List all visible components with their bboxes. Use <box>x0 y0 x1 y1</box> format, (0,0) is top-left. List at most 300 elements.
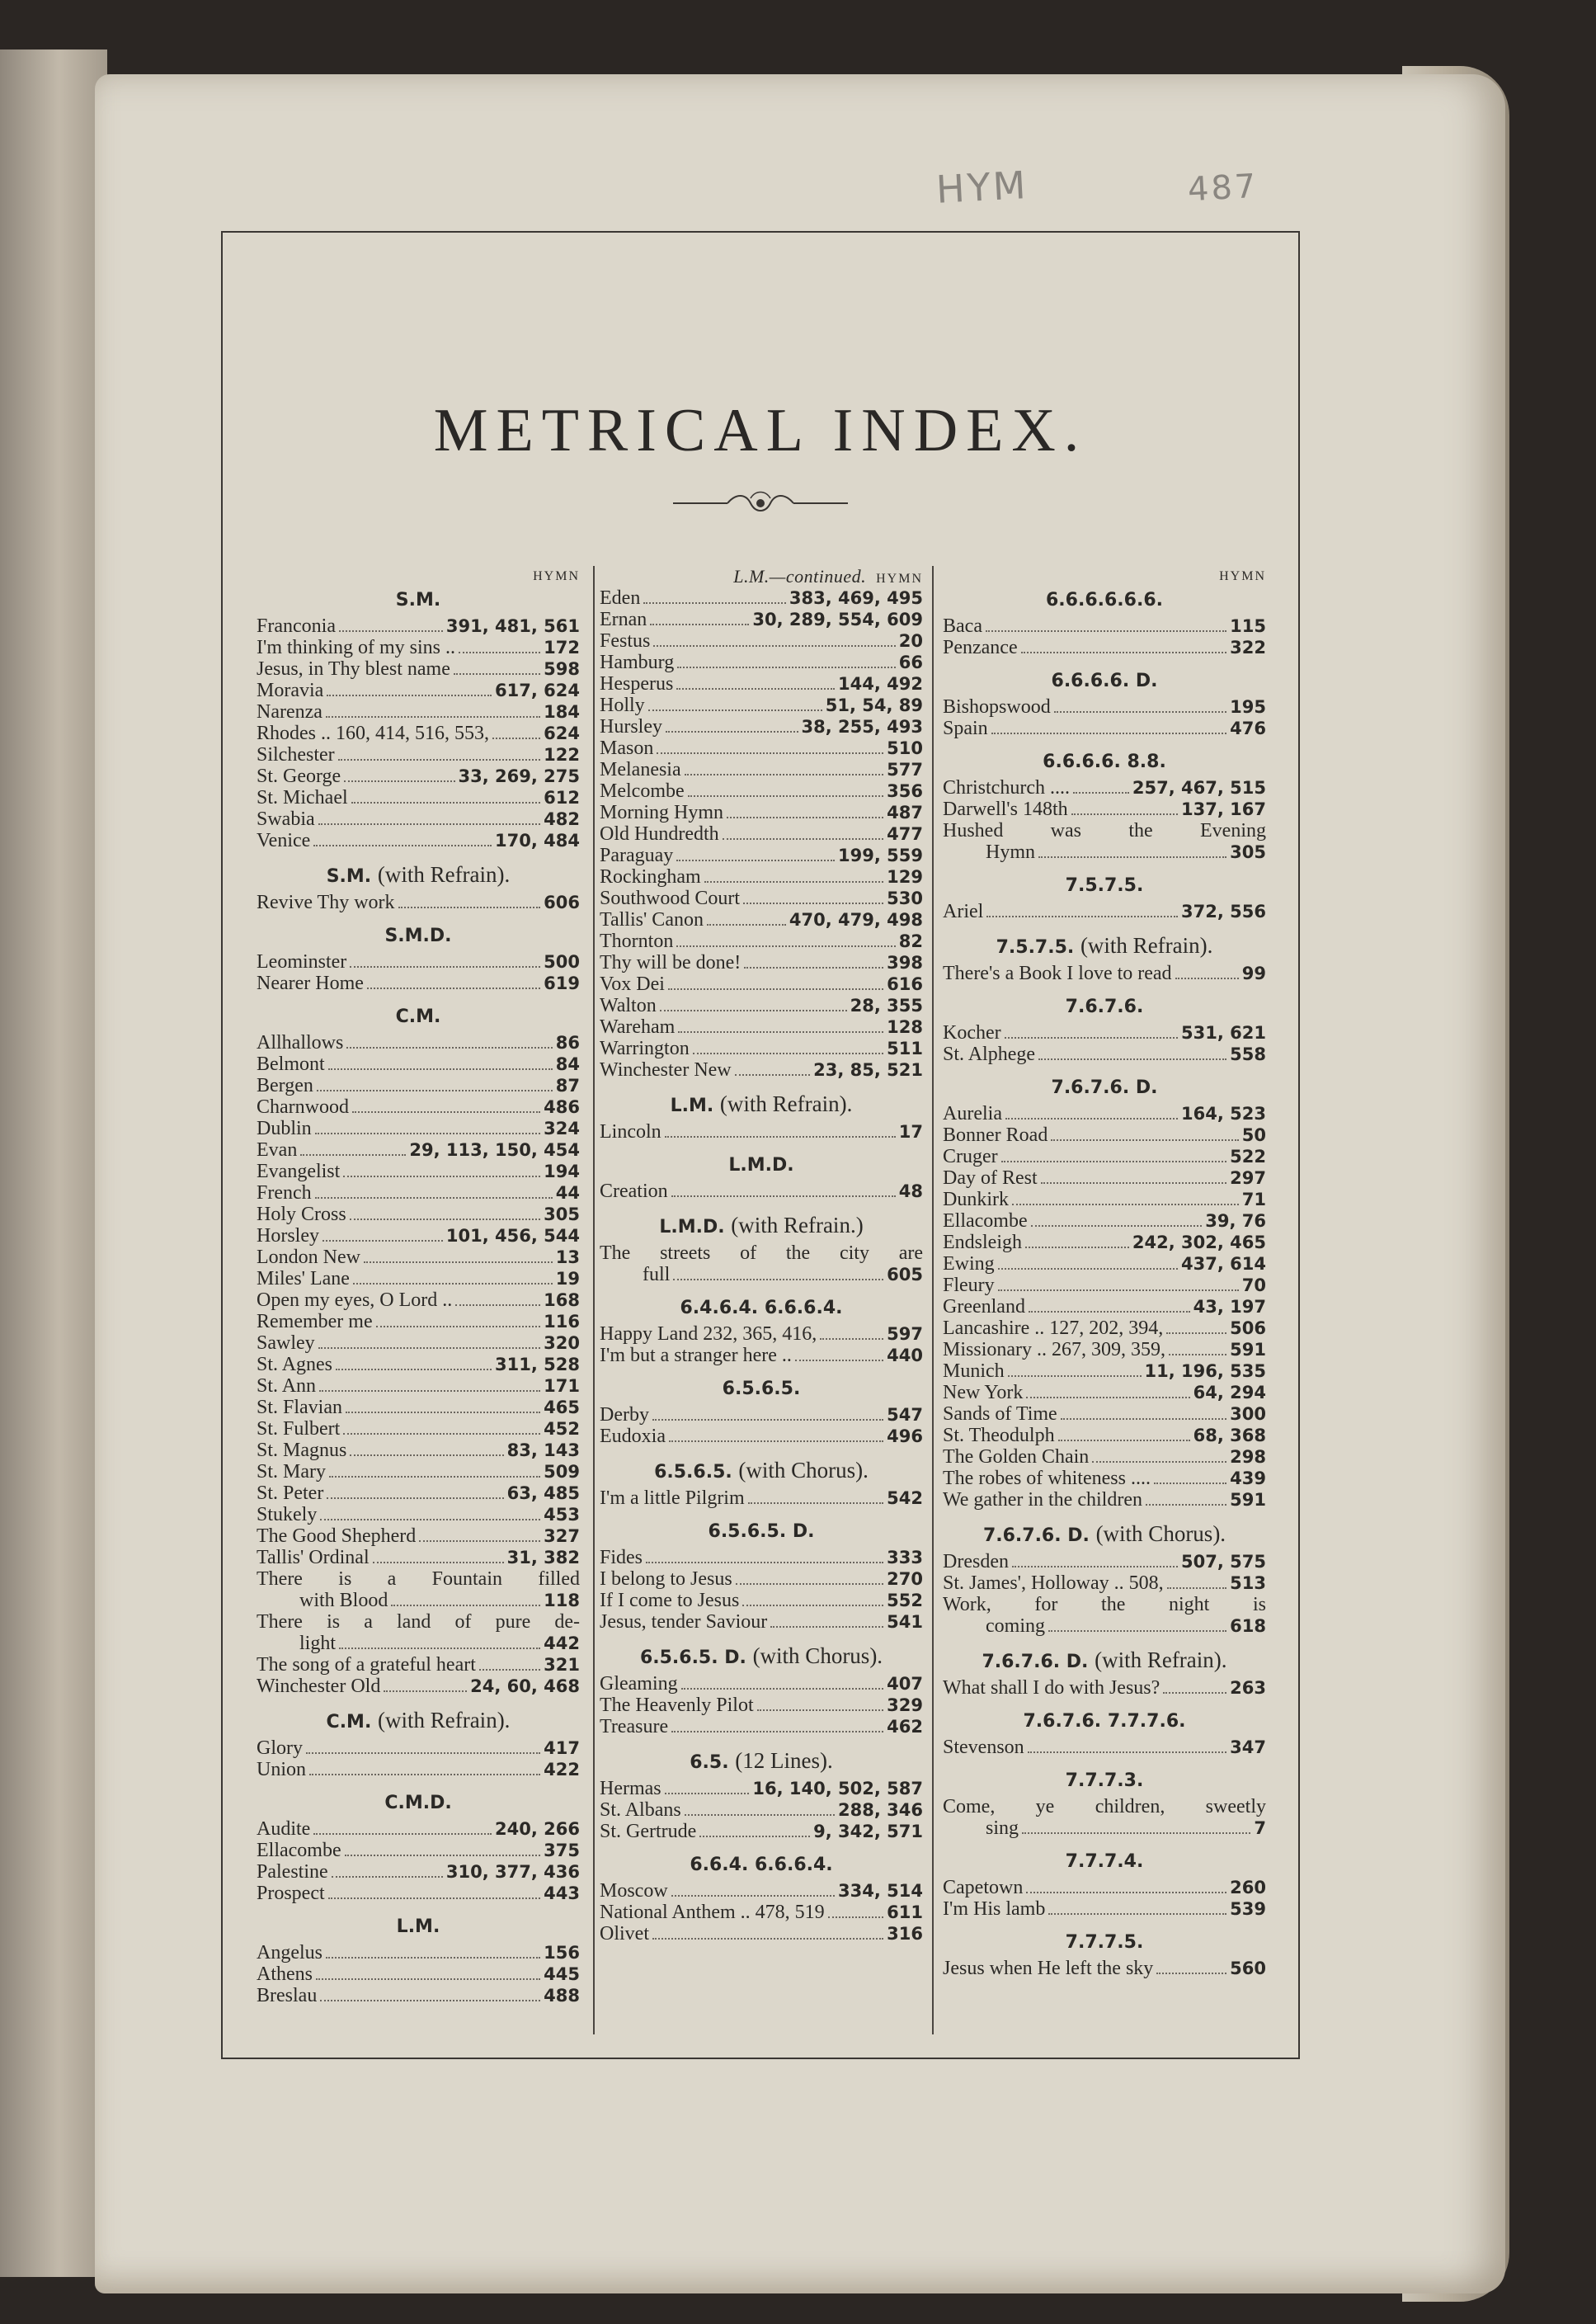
index-entry <box>943 1360 1266 1382</box>
dot-leader <box>1061 1418 1226 1420</box>
dot-leader <box>723 838 884 840</box>
index-column-3 <box>943 566 1266 1979</box>
index-entry <box>257 1737 580 1759</box>
meter-label: S.M. <box>395 590 441 610</box>
tune-name: The Good Shepherd <box>257 1525 417 1547</box>
meter-label: 6.5. <box>690 1752 729 1773</box>
entry-continuation <box>943 841 1266 863</box>
meter-label: 7.5.7.5. <box>996 937 1075 958</box>
index-entry <box>943 1146 1266 1167</box>
dot-leader <box>643 602 786 604</box>
index-entry <box>257 1504 580 1525</box>
tune-name: Missionary .. 267, 309, 359, <box>943 1339 1165 1360</box>
dot-leader <box>313 1833 492 1835</box>
index-entry <box>943 1737 1266 1758</box>
hymn-numbers: 619 <box>544 973 580 993</box>
hymn-numbers: 115 <box>1230 616 1266 636</box>
tune-name: Ellacombe <box>943 1210 1028 1232</box>
meter-label: 7.6.7.6. <box>1065 997 1144 1017</box>
dot-leader <box>1021 652 1227 653</box>
hymn-numbers: 322 <box>1230 638 1266 658</box>
dot-leader <box>1008 1375 1142 1377</box>
dot-leader <box>313 845 492 846</box>
index-entry <box>600 1778 923 1799</box>
dot-leader <box>671 1895 835 1897</box>
tune-name: Moravia <box>257 680 324 701</box>
hymn-column-label: HYMN <box>876 572 923 586</box>
dot-leader <box>650 624 749 625</box>
meter-heading <box>600 1644 923 1670</box>
meter-label: 7.5.7.5. <box>1065 875 1144 896</box>
index-entry <box>257 1418 580 1440</box>
hymn-numbers: 487 <box>887 803 923 823</box>
hymn-numbers: 129 <box>887 867 923 887</box>
entry-continuation <box>943 1615 1266 1637</box>
tune-name: Remember me <box>257 1311 373 1332</box>
meter-heading <box>943 1648 1266 1674</box>
tune-name: Penzance <box>943 637 1018 658</box>
meter-label: 6.6.6.6. D. <box>1051 671 1158 691</box>
dot-leader <box>327 695 492 696</box>
index-entry <box>943 1958 1266 1979</box>
tune-name-continued: with Blood <box>299 1590 388 1611</box>
hymn-numbers: 531, 621 <box>1181 1023 1266 1043</box>
index-entry <box>600 1568 923 1590</box>
hymn-numbers: 612 <box>544 788 580 808</box>
dot-leader <box>1026 1397 1189 1398</box>
tune-name: Angelus <box>257 1942 322 1963</box>
meter-label: 7.7.7.5. <box>1065 1932 1144 1953</box>
dot-leader <box>300 1154 406 1156</box>
meter-heading <box>257 1792 580 1815</box>
hymn-numbers: 440 <box>887 1346 923 1365</box>
tune-name: Nearer Home <box>257 973 364 994</box>
index-entry <box>600 888 923 909</box>
dot-leader <box>693 1053 883 1054</box>
hymn-numbers: 375 <box>544 1841 580 1860</box>
tune-name: Palestine <box>257 1861 328 1883</box>
dot-leader <box>459 652 540 653</box>
index-entry <box>257 808 580 830</box>
dot-leader <box>1048 1630 1226 1632</box>
hymn-numbers: 263 <box>1230 1678 1266 1698</box>
hymn-numbers: 195 <box>1230 697 1266 717</box>
dot-leader <box>353 1283 553 1285</box>
meter-label: C.M.D. <box>384 1793 452 1813</box>
index-entry <box>257 1204 580 1225</box>
hymn-numbers: 305 <box>544 1204 580 1224</box>
index-entry <box>257 1483 580 1504</box>
meter-label: L.M.D. <box>728 1155 794 1176</box>
index-entry <box>600 952 923 973</box>
index-entry <box>600 909 923 931</box>
hymn-numbers: 598 <box>544 659 580 679</box>
index-entry <box>600 1673 923 1695</box>
dot-leader <box>998 1289 1239 1291</box>
index-entry <box>943 1022 1266 1044</box>
tune-name: Prospect <box>257 1883 325 1904</box>
meter-heading <box>600 1297 923 1320</box>
hymn-numbers: 82 <box>898 931 923 951</box>
hymn-numbers: 51, 54, 89 <box>825 695 923 715</box>
hymn-numbers: 452 <box>544 1419 580 1439</box>
tune-name: Cruger <box>943 1146 998 1167</box>
hymn-numbers: 270 <box>887 1569 923 1589</box>
index-entry <box>257 1759 580 1780</box>
index-entry <box>943 1124 1266 1146</box>
tune-name: French <box>257 1182 312 1204</box>
dot-leader <box>1005 1118 1178 1120</box>
index-entry <box>257 723 580 744</box>
meter-label: 7.7.7.3. <box>1065 1770 1144 1791</box>
meter-note: (with Refrain). <box>1080 933 1213 958</box>
meter-heading <box>943 670 1266 693</box>
index-entry <box>257 973 580 994</box>
hymn-numbers: 164, 523 <box>1181 1104 1266 1124</box>
tune-name: Baca <box>943 615 982 637</box>
tune-name: Eudoxia <box>600 1426 666 1447</box>
hymn-numbers: 439 <box>1230 1468 1266 1488</box>
tune-name: Evangelist <box>257 1161 341 1182</box>
tune-name: Lancashire .. 127, 202, 394, <box>943 1318 1164 1339</box>
index-entry <box>943 820 1266 863</box>
dot-leader <box>820 1338 883 1340</box>
meter-note: (with Chorus). <box>738 1458 869 1483</box>
hymn-numbers: 30, 289, 554, 609 <box>752 610 923 629</box>
index-entry <box>943 1677 1266 1699</box>
index-entry <box>600 823 923 845</box>
hymn-numbers: 170, 484 <box>495 831 580 851</box>
hymn-numbers: 320 <box>544 1333 580 1353</box>
dot-leader <box>677 667 896 668</box>
index-entry <box>943 1339 1266 1360</box>
index-entry <box>943 1318 1266 1339</box>
tune-name: Eden <box>600 587 641 609</box>
handwritten-note-left: HYM <box>935 163 1029 212</box>
index-entry <box>257 701 580 723</box>
index-entry <box>600 1345 923 1366</box>
index-entry <box>600 759 923 780</box>
hymn-numbers: 33, 269, 275 <box>458 766 580 786</box>
index-entry <box>600 673 923 695</box>
hymn-numbers: 43, 197 <box>1193 1297 1266 1317</box>
dot-leader <box>727 817 883 818</box>
hymn-numbers: 86 <box>555 1033 580 1053</box>
tune-name: Capetown <box>943 1877 1024 1898</box>
continued-note: L.M.—continued. <box>733 566 867 587</box>
hymn-numbers: 240, 266 <box>495 1819 580 1839</box>
meter-note: (with Chorus). <box>752 1643 883 1668</box>
dot-leader <box>1048 1913 1226 1915</box>
meter-heading <box>943 1522 1266 1548</box>
hymn-numbers: 522 <box>1230 1147 1266 1167</box>
hymn-numbers: 530 <box>887 889 923 908</box>
hymn-numbers: 83, 143 <box>506 1440 580 1460</box>
hymn-numbers: 99 <box>1241 964 1266 983</box>
page-title: METRICAL INDEX. <box>433 397 1088 464</box>
meter-label: 6.6.4. 6.6.6.4. <box>690 1855 833 1875</box>
meter-note: (with Refrain). <box>377 862 511 887</box>
index-entry <box>600 1038 923 1059</box>
tune-name: Silchester <box>257 744 335 766</box>
index-entry <box>943 777 1266 799</box>
meter-note: (with Refrain). <box>377 1708 511 1732</box>
index-entry <box>257 1840 580 1861</box>
index-entry <box>943 1572 1266 1594</box>
hymn-numbers: 305 <box>1230 842 1266 862</box>
index-entry <box>943 1167 1266 1189</box>
tune-name: Warrington <box>600 1038 690 1059</box>
dot-leader <box>306 1752 540 1754</box>
dot-leader <box>671 1195 896 1197</box>
index-entry <box>600 695 923 716</box>
tune-name: Derby <box>600 1404 649 1426</box>
dot-leader <box>665 1793 750 1794</box>
tune-name: Tallis' Canon <box>600 909 704 931</box>
column-header <box>943 566 1266 587</box>
index-entry <box>257 1118 580 1139</box>
meter-heading <box>257 1916 580 1939</box>
index-entry <box>600 1016 923 1038</box>
index-entry <box>600 1716 923 1737</box>
tune-name: Kocher <box>943 1022 1001 1044</box>
dot-leader <box>1058 1440 1190 1441</box>
tune-name: Work, for the night is <box>943 1594 1266 1615</box>
hymn-numbers: 324 <box>544 1119 580 1138</box>
index-entry <box>943 1898 1266 1920</box>
tune-name: Holy Cross <box>257 1204 346 1225</box>
tune-name: Hursley <box>600 716 662 738</box>
meter-label: 7.6.7.6. 7.7.7.6. <box>1023 1711 1186 1732</box>
index-entry <box>257 1461 580 1483</box>
hymn-numbers: 470, 479, 498 <box>789 910 923 930</box>
tune-name-continued: Hymn <box>986 841 1035 863</box>
dot-leader <box>742 1605 883 1606</box>
hymn-numbers: 288, 346 <box>838 1800 923 1820</box>
dot-leader <box>315 1197 553 1199</box>
dot-leader <box>345 1855 541 1856</box>
index-entry <box>600 866 923 888</box>
tune-name-continued: coming <box>986 1615 1045 1637</box>
tune-name: Ernan <box>600 609 647 630</box>
index-entry <box>257 1289 580 1311</box>
hymn-numbers: 333 <box>887 1548 923 1567</box>
index-entry <box>257 1985 580 2006</box>
tune-name: Leominster <box>257 951 347 973</box>
dot-leader <box>1054 711 1226 713</box>
tune-name: What shall I do with Jesus? <box>943 1677 1161 1699</box>
dot-leader <box>736 1583 884 1585</box>
tune-name: St. Theodulph <box>943 1425 1055 1446</box>
meter-heading <box>600 1520 923 1544</box>
hymn-numbers: 577 <box>887 760 923 780</box>
hymn-numbers: 321 <box>544 1655 580 1675</box>
dot-leader <box>685 774 884 775</box>
meter-heading <box>943 1770 1266 1793</box>
dot-leader <box>1071 813 1178 815</box>
index-entry <box>257 1397 580 1418</box>
tune-name: The robes of whiteness .... <box>943 1468 1151 1489</box>
hymn-numbers: 297 <box>1230 1168 1266 1188</box>
hymn-numbers: 591 <box>1230 1340 1266 1360</box>
tune-name: The song of a grateful heart <box>257 1654 476 1676</box>
dot-leader <box>665 1136 896 1138</box>
dot-leader <box>454 673 540 675</box>
index-entry <box>600 1902 923 1923</box>
index-entry <box>600 609 923 630</box>
dot-leader <box>1038 1058 1226 1060</box>
hymn-numbers: 398 <box>887 953 923 973</box>
index-entry <box>257 1139 580 1161</box>
index-entry <box>257 1861 580 1883</box>
dot-leader <box>678 1031 883 1033</box>
meter-label: 6.4.6.4. 6.6.6.4. <box>680 1298 843 1318</box>
hymn-numbers: 407 <box>887 1674 923 1694</box>
index-entry <box>943 696 1266 718</box>
index-entry <box>600 716 923 738</box>
dot-leader <box>991 733 1226 734</box>
index-entry <box>600 1059 923 1081</box>
tune-name: Darwell's 148th <box>943 799 1068 820</box>
meter-label: 7.6.7.6. D. <box>982 1652 1089 1672</box>
column-header <box>257 566 580 587</box>
meter-label: 6.5.6.5. D. <box>639 1648 746 1668</box>
tune-name: Revive Thy work <box>257 892 395 913</box>
index-entry <box>943 1403 1266 1425</box>
hymn-numbers: 327 <box>544 1526 580 1546</box>
hymn-numbers: 347 <box>1230 1737 1266 1757</box>
meter-heading <box>257 1709 580 1734</box>
hymn-numbers: 539 <box>1230 1899 1266 1919</box>
hymn-numbers: 443 <box>544 1883 580 1903</box>
tune-name: I'm thinking of my sins .. <box>257 637 455 658</box>
tune-name: London New <box>257 1247 360 1268</box>
dot-leader <box>391 1605 540 1606</box>
tune-name: Melcombe <box>600 780 685 802</box>
tune-name: I'm a little Pilgrim <box>600 1487 745 1509</box>
dot-leader <box>419 1540 540 1542</box>
meter-heading <box>257 589 580 612</box>
handwritten-note-right: 487 <box>1186 167 1259 210</box>
index-entry <box>257 766 580 787</box>
dot-leader <box>376 1326 541 1327</box>
index-entry <box>257 1182 580 1204</box>
tune-name: Narenza <box>257 701 322 723</box>
meter-label: 6.5.6.5. <box>722 1379 801 1399</box>
index-entry <box>257 1676 580 1697</box>
meter-note: (with Refrain). <box>1095 1648 1227 1672</box>
hymn-numbers: 64, 294 <box>1193 1383 1266 1402</box>
tune-name: Day of Rest <box>943 1167 1038 1189</box>
index-entry <box>600 1121 923 1143</box>
tune-name: Endsleigh <box>943 1232 1022 1253</box>
dot-leader <box>704 881 884 883</box>
index-entry <box>600 1880 923 1902</box>
index-entry <box>257 637 580 658</box>
index-entry <box>257 1942 580 1963</box>
tune-name: Creation <box>600 1181 668 1202</box>
dot-leader <box>668 988 883 990</box>
tune-name: Glory <box>257 1737 303 1759</box>
index-entry <box>943 1594 1266 1637</box>
dot-leader <box>688 795 884 797</box>
tune-name: Athens <box>257 1963 313 1985</box>
hymn-numbers: 156 <box>544 1943 580 1963</box>
tune-name: St. James', Holloway .. 508, <box>943 1572 1164 1594</box>
dot-leader <box>318 1347 541 1349</box>
hymn-numbers: 507, 575 <box>1181 1552 1266 1572</box>
column-rule <box>593 566 595 2034</box>
hymn-numbers: 311, 528 <box>495 1355 580 1374</box>
tune-name: Hermas <box>600 1778 661 1799</box>
index-entry <box>600 1695 923 1716</box>
hymn-numbers: 542 <box>887 1488 923 1508</box>
hymn-numbers: 611 <box>887 1902 923 1922</box>
tune-name: Rockingham <box>600 866 701 888</box>
dot-leader <box>309 1774 540 1775</box>
dot-leader <box>986 630 1226 632</box>
hymn-numbers: 316 <box>887 1924 923 1944</box>
dot-leader <box>795 1360 883 1361</box>
hymn-numbers: 13 <box>555 1247 580 1267</box>
dot-leader <box>998 1268 1178 1270</box>
meter-heading <box>600 1854 923 1877</box>
dot-leader <box>328 1897 541 1899</box>
hymn-numbers: 20 <box>898 631 923 651</box>
index-entry <box>257 1611 580 1654</box>
meter-heading <box>943 589 1266 612</box>
dot-leader <box>699 1836 810 1837</box>
index-entry <box>600 1611 923 1633</box>
dot-leader <box>1169 1354 1226 1355</box>
hymn-numbers: 310, 377, 436 <box>445 1862 580 1882</box>
dot-leader <box>1166 1332 1226 1334</box>
index-entry <box>600 845 923 866</box>
dot-leader <box>666 731 798 733</box>
tune-name: Belmont <box>257 1054 325 1075</box>
hymn-numbers: 31, 382 <box>506 1548 580 1567</box>
hymn-numbers: 445 <box>544 1964 580 1984</box>
tune-name: I belong to Jesus <box>600 1568 732 1590</box>
index-entry <box>943 901 1266 922</box>
hymn-numbers: 128 <box>887 1017 923 1037</box>
index-entry <box>943 963 1266 984</box>
index-entry <box>600 1487 923 1509</box>
dot-leader <box>1073 792 1129 794</box>
tune-name: St. George <box>257 766 341 787</box>
index-entry <box>257 1161 580 1182</box>
dot-leader <box>352 1111 540 1113</box>
index-entry <box>943 1189 1266 1210</box>
meter-label: 7.6.7.6. D. <box>1051 1077 1158 1098</box>
index-entry <box>257 787 580 808</box>
dot-leader <box>332 1876 443 1878</box>
dot-leader <box>652 1419 883 1421</box>
tune-name: St. Agnes <box>257 1354 333 1375</box>
hymn-numbers: 488 <box>544 1986 580 2006</box>
index-entry <box>943 1253 1266 1275</box>
tune-name: Hesperus <box>600 673 674 695</box>
tune-name: Thornton <box>600 931 674 952</box>
entry-continuation <box>257 1590 580 1611</box>
tune-name: Fides <box>600 1547 643 1568</box>
tune-name: Southwood Court <box>600 888 741 909</box>
tune-name: Hamburg <box>600 652 675 673</box>
hymn-numbers: 19 <box>555 1269 580 1289</box>
hymn-numbers: 356 <box>887 781 923 801</box>
dot-leader <box>384 1690 467 1692</box>
dot-leader <box>1167 1587 1227 1589</box>
